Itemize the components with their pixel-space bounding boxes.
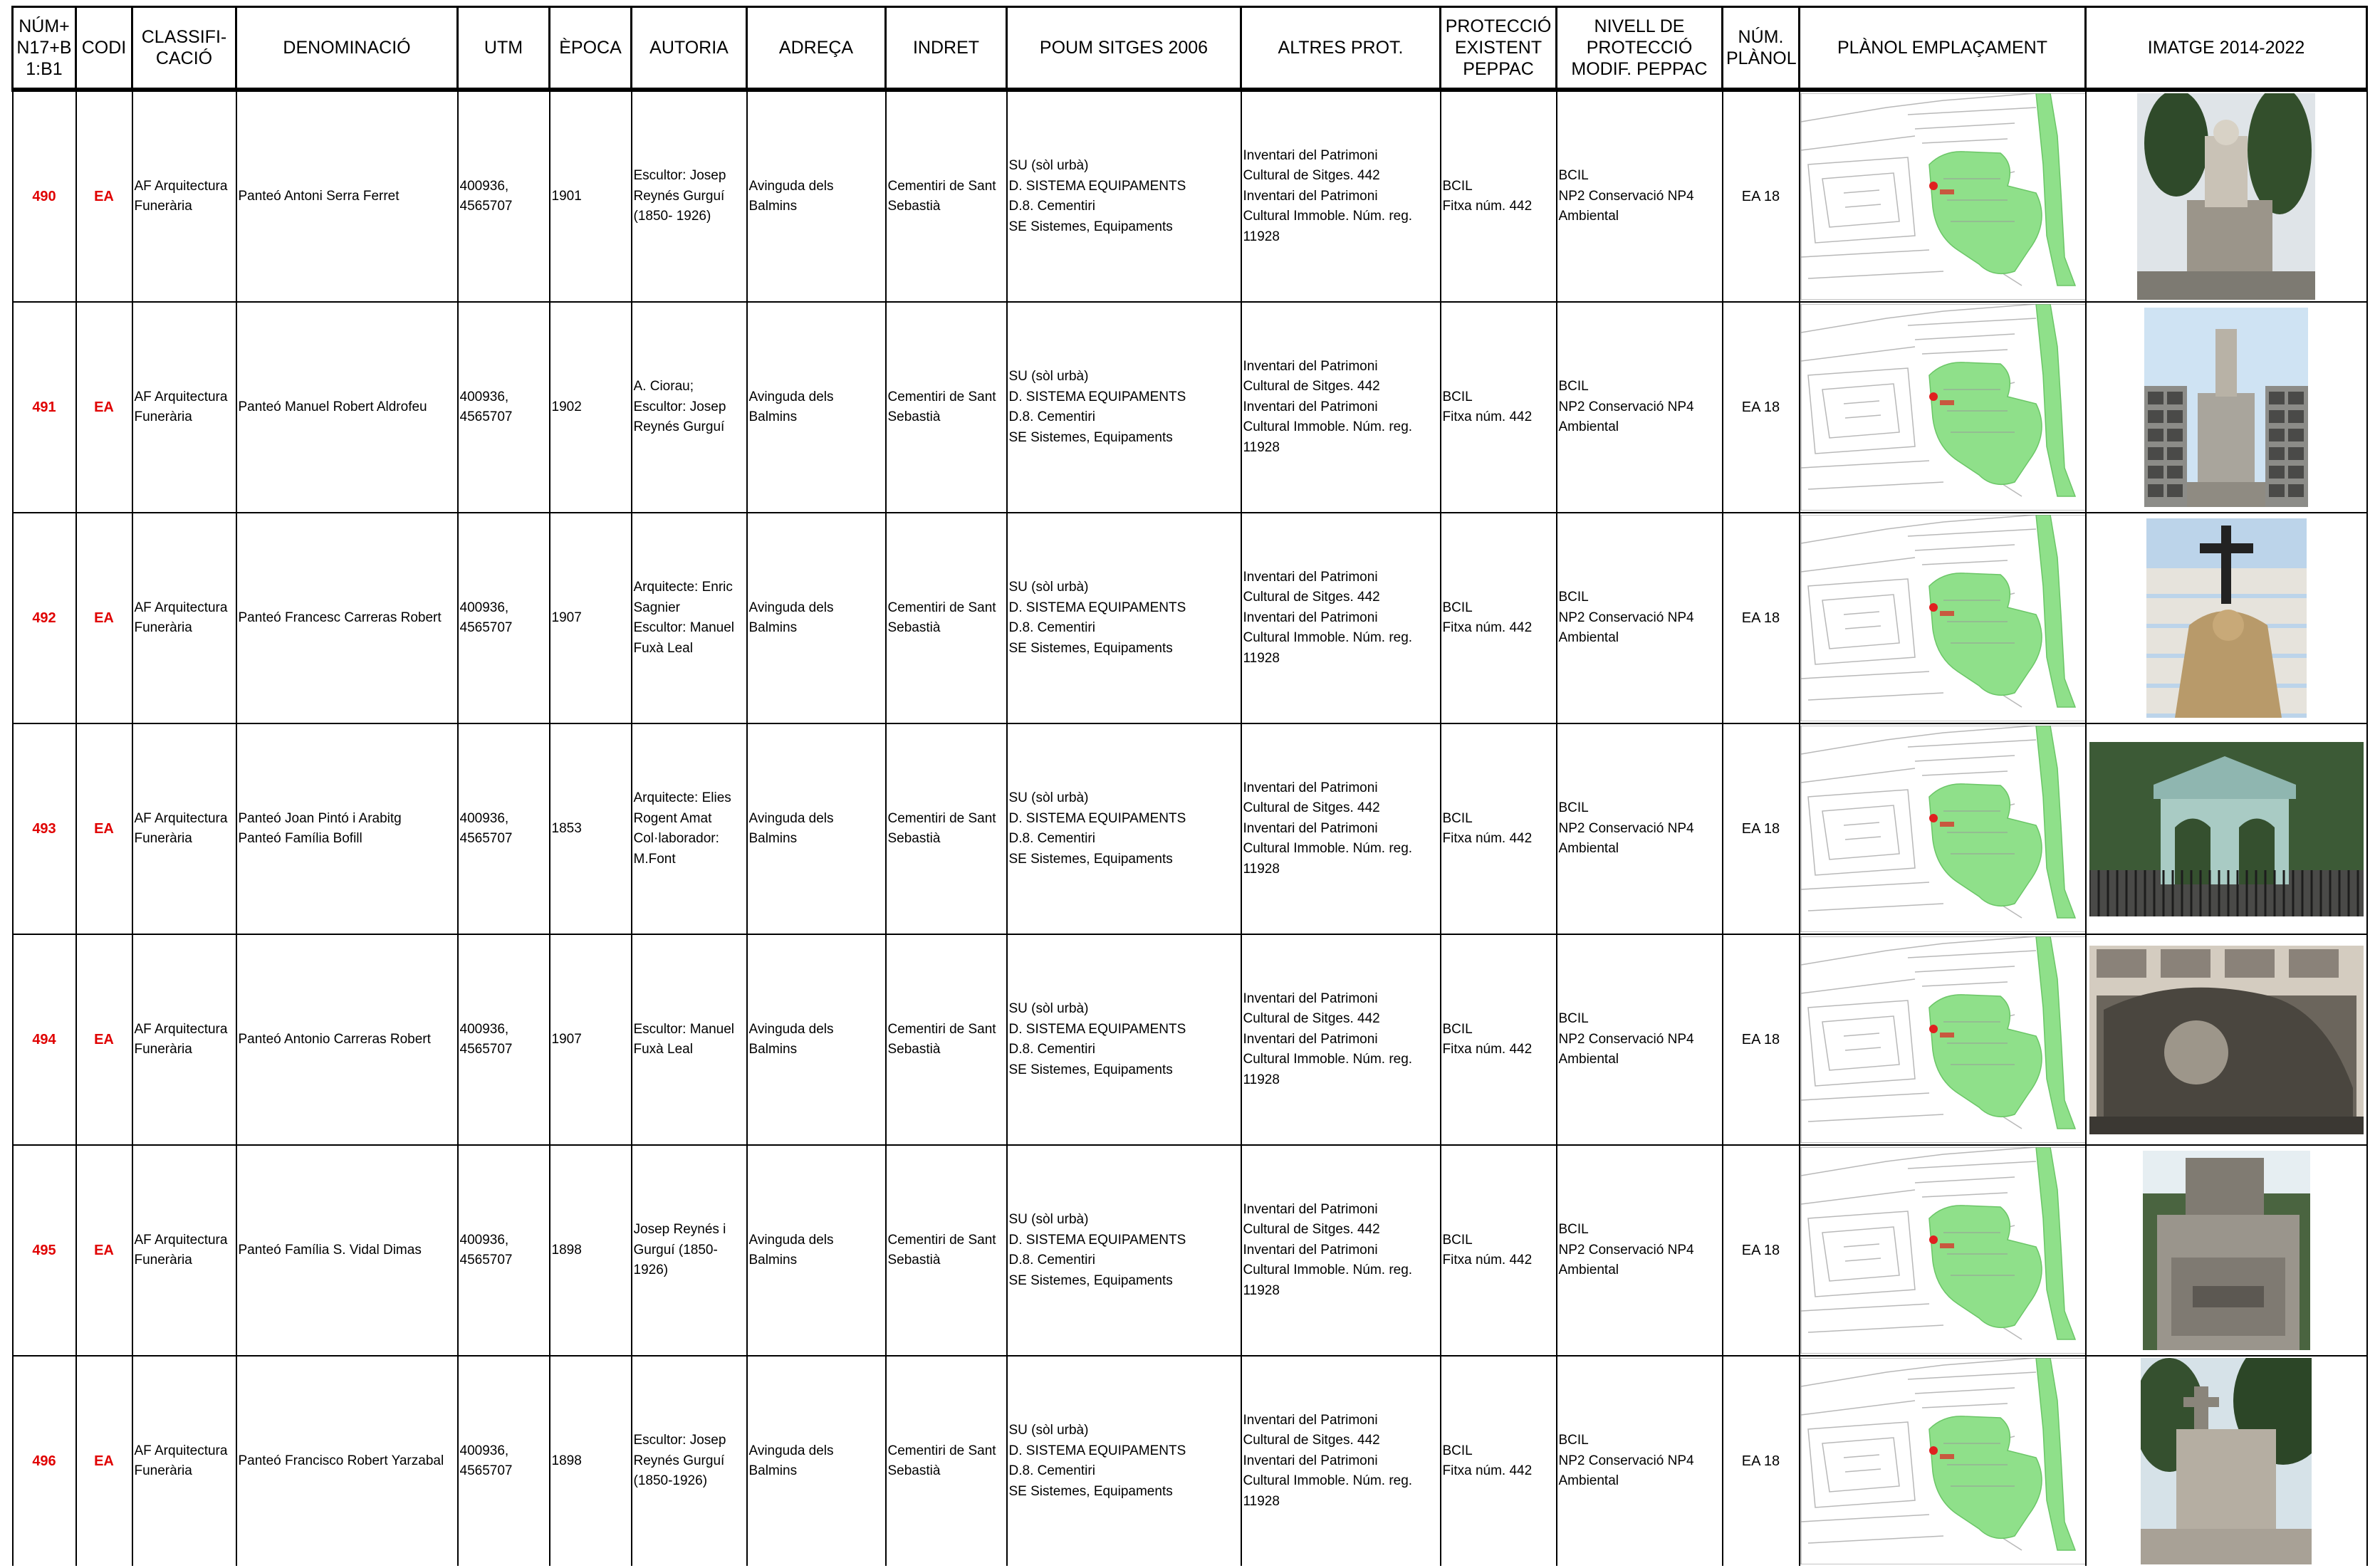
- cell-classificacio: AF Arquitectura Funerària: [132, 302, 236, 513]
- cell-codi: EA: [76, 302, 132, 513]
- photo-frame: [2087, 92, 2366, 301]
- cell-imatge: [2086, 1145, 2367, 1356]
- cell-adreca: Avinguda dels Balmins: [747, 934, 886, 1145]
- pantheon-statue-cypress-photo: [2137, 93, 2315, 300]
- table-row: [13, 513, 2367, 723]
- cell-planol-emplacament: [1800, 1145, 2086, 1356]
- cell-classificacio: AF Arquitectura Funerària: [132, 90, 236, 302]
- cell-epoca: 1907: [550, 934, 632, 1145]
- cell-utm: 400936, 4565707: [458, 1356, 550, 1566]
- cell-nivell: BCIL NP2 Conservació NP4 Ambiental: [1557, 1145, 1723, 1356]
- cell-codi: EA: [76, 513, 132, 723]
- cell-planol-emplacament: [1800, 90, 2086, 302]
- cell-indret: Cementiri de Sant Sebastià: [886, 90, 1007, 302]
- photo-frame: [2087, 513, 2366, 723]
- cell-denominacio: Panteó Família S. Vidal Dimas: [236, 1145, 458, 1356]
- location-map-icon: [1800, 304, 2086, 511]
- cell-denominacio: Panteó Antonio Carreras Robert: [236, 934, 458, 1145]
- cell-codi: EA: [76, 1356, 132, 1566]
- cell-autoria: Escultor: Josep Reynés Gurguí (1850-1926): [632, 1356, 747, 1566]
- header-utm: UTM: [458, 7, 550, 90]
- table-row: [13, 302, 2367, 513]
- cell-imatge: [2086, 1356, 2367, 1566]
- cell-poum: SU (sòl urbà) D. SISTEMA EQUIPAMENTS D.8. Cementiri SE Sistemes, Equipaments: [1007, 90, 1241, 302]
- heritage-table: [11, 6, 2368, 1566]
- cell-adreca: Avinguda dels Balmins: [747, 302, 886, 513]
- cell-nivell: BCIL NP2 Conservació NP4 Ambiental: [1557, 90, 1723, 302]
- cell-poum: SU (sòl urbà) D. SISTEMA EQUIPAMENTS D.8. Cementiri SE Sistemes, Equipaments: [1007, 1145, 1241, 1356]
- cell-autoria: Arquitecte: Enric Sagnier Escultor: Manuel Fuxà Leal: [632, 513, 747, 723]
- cell-epoca: 1902: [550, 302, 632, 513]
- cell-utm: 400936, 4565707: [458, 1145, 550, 1356]
- photo-frame: [2087, 724, 2366, 934]
- header-row: [13, 7, 2367, 90]
- cell-imatge: [2086, 934, 2367, 1145]
- cell-classificacio: AF Arquitectura Funerària: [132, 1145, 236, 1356]
- cell-num-planol: EA 18: [1723, 1145, 1800, 1356]
- table-row: [13, 723, 2367, 934]
- cell-denominacio: Panteó Francisco Robert Yarzabal: [236, 1356, 458, 1566]
- cell-num-planol: EA 18: [1723, 302, 1800, 513]
- cell-planol-emplacament: [1800, 302, 2086, 513]
- header-epoca: ÈPOCA: [550, 7, 632, 90]
- pantheon-iron-pavilion-photo: [2089, 742, 2364, 916]
- cell-indret: Cementiri de Sant Sebastià: [886, 513, 1007, 723]
- cell-utm: 400936, 4565707: [458, 302, 550, 513]
- header-codi: CODI: [76, 7, 132, 90]
- header-num-planol: NÚM. PLÀNOL: [1723, 7, 1800, 90]
- cell-denominacio: Panteó Francesc Carreras Robert: [236, 513, 458, 723]
- header-autoria: AUTORIA: [632, 7, 747, 90]
- cell-codi: EA: [76, 90, 132, 302]
- pantheon-christ-statue-photo: [2144, 308, 2308, 507]
- cell-altres: Inventari del Patrimoni Cultural de Sitges. 442 Inventari del Patrimoni Cultural Immoble. Núm. reg. 11928: [1241, 723, 1441, 934]
- cell-imatge: [2086, 90, 2367, 302]
- cell-num: 495: [13, 1145, 76, 1356]
- cell-classificacio: AF Arquitectura Funerària: [132, 934, 236, 1145]
- header-proteccio: PROTECCIÓ EXISTENT PEPPAC: [1441, 7, 1557, 90]
- cell-poum: SU (sòl urbà) D. SISTEMA EQUIPAMENTS D.8. Cementiri SE Sistemes, Equipaments: [1007, 934, 1241, 1145]
- cell-epoca: 1898: [550, 1356, 632, 1566]
- photo-frame: [2087, 1146, 2366, 1355]
- pantheon-family-slab-photo: [2143, 1151, 2310, 1350]
- header-nivell: NIVELL DE PROTECCIÓ MODIF. PEPPAC: [1557, 7, 1723, 90]
- cell-num: 491: [13, 302, 76, 513]
- header-imatge: IMATGE 2014-2022: [2086, 7, 2367, 90]
- table-row: [13, 934, 2367, 1145]
- header-adreca: ADREÇA: [747, 7, 886, 90]
- cell-poum: SU (sòl urbà) D. SISTEMA EQUIPAMENTS D.8. Cementiri SE Sistemes, Equipaments: [1007, 302, 1241, 513]
- cell-proteccio: BCIL Fitxa núm. 442: [1441, 934, 1557, 1145]
- photo-frame: [2087, 303, 2366, 512]
- location-map-icon: [1800, 93, 2086, 300]
- cell-imatge: [2086, 723, 2367, 934]
- cell-epoca: 1853: [550, 723, 632, 934]
- cell-epoca: 1901: [550, 90, 632, 302]
- location-map-icon: [1800, 1147, 2086, 1354]
- cell-altres: Inventari del Patrimoni Cultural de Sitges. 442 Inventari del Patrimoni Cultural Immoble. Núm. reg. 11928: [1241, 302, 1441, 513]
- cell-proteccio: BCIL Fitxa núm. 442: [1441, 302, 1557, 513]
- cell-denominacio: Panteó Manuel Robert Aldrofeu: [236, 302, 458, 513]
- cell-autoria: Escultor: Josep Reynés Gurguí (1850- 1926): [632, 90, 747, 302]
- cell-nivell: BCIL NP2 Conservació NP4 Ambiental: [1557, 934, 1723, 1145]
- cell-indret: Cementiri de Sant Sebastià: [886, 1145, 1007, 1356]
- cell-indret: Cementiri de Sant Sebastià: [886, 1356, 1007, 1566]
- cell-nivell: BCIL NP2 Conservació NP4 Ambiental: [1557, 513, 1723, 723]
- cell-denominacio: Panteó Joan Pintó i Arabitg Panteó Família Bofill: [236, 723, 458, 934]
- cell-imatge: [2086, 513, 2367, 723]
- cell-autoria: Arquitecte: Elies Rogent Amat Col·laborador: M.Font: [632, 723, 747, 934]
- cell-codi: EA: [76, 723, 132, 934]
- cell-proteccio: BCIL Fitxa núm. 442: [1441, 513, 1557, 723]
- cell-utm: 400936, 4565707: [458, 934, 550, 1145]
- cell-num: 496: [13, 1356, 76, 1566]
- cell-poum: SU (sòl urbà) D. SISTEMA EQUIPAMENTS D.8. Cementiri SE Sistemes, Equipaments: [1007, 723, 1241, 934]
- cell-epoca: 1898: [550, 1145, 632, 1356]
- cell-utm: 400936, 4565707: [458, 723, 550, 934]
- photo-frame: [2087, 1357, 2366, 1566]
- cell-utm: 400936, 4565707: [458, 90, 550, 302]
- header-indret: INDRET: [886, 7, 1007, 90]
- header-classificacio: CLASSIFI- CACIÓ: [132, 7, 236, 90]
- cell-num: 490: [13, 90, 76, 302]
- cell-adreca: Avinguda dels Balmins: [747, 513, 886, 723]
- cell-num: 493: [13, 723, 76, 934]
- cell-planol-emplacament: [1800, 513, 2086, 723]
- table-row: [13, 1145, 2367, 1356]
- cell-altres: Inventari del Patrimoni Cultural de Sitges. 442 Inventari del Patrimoni Cultural Immoble. Núm. reg. 11928: [1241, 1145, 1441, 1356]
- cell-classificacio: AF Arquitectura Funerària: [132, 723, 236, 934]
- header-poum: POUM SITGES 2006: [1007, 7, 1241, 90]
- cell-autoria: Josep Reynés i Gurguí (1850- 1926): [632, 1145, 747, 1356]
- cell-adreca: Avinguda dels Balmins: [747, 723, 886, 934]
- heritage-catalogue-sheet: [11, 6, 2366, 1568]
- cell-planol-emplacament: [1800, 1356, 2086, 1566]
- header-planol: PLÀNOL EMPLAÇAMENT: [1800, 7, 2086, 90]
- cell-num: 494: [13, 934, 76, 1145]
- location-map-icon: [1800, 1358, 2086, 1564]
- cell-utm: 400936, 4565707: [458, 513, 550, 723]
- cell-proteccio: BCIL Fitxa núm. 442: [1441, 1145, 1557, 1356]
- cell-proteccio: BCIL Fitxa núm. 442: [1441, 723, 1557, 934]
- table-row: [13, 90, 2367, 302]
- cell-indret: Cementiri de Sant Sebastià: [886, 302, 1007, 513]
- cell-adreca: Avinguda dels Balmins: [747, 1145, 886, 1356]
- cell-nivell: BCIL NP2 Conservació NP4 Ambiental: [1557, 723, 1723, 934]
- pantheon-draped-tomb-photo: [2089, 946, 2364, 1134]
- cell-denominacio: Panteó Antoni Serra Ferret: [236, 90, 458, 302]
- cell-num-planol: EA 18: [1723, 90, 1800, 302]
- cell-classificacio: AF Arquitectura Funerària: [132, 513, 236, 723]
- cell-nivell: BCIL NP2 Conservació NP4 Ambiental: [1557, 1356, 1723, 1566]
- cell-altres: Inventari del Patrimoni Cultural de Sitges. 442 Inventari del Patrimoni Cultural Immoble. Núm. reg. 11928: [1241, 90, 1441, 302]
- cell-proteccio: BCIL Fitxa núm. 442: [1441, 90, 1557, 302]
- cell-codi: EA: [76, 934, 132, 1145]
- location-map-icon: [1800, 726, 2086, 932]
- cell-adreca: Avinguda dels Balmins: [747, 1356, 886, 1566]
- cell-indret: Cementiri de Sant Sebastià: [886, 934, 1007, 1145]
- header-num: NÚM+ N17+B 1:B1: [13, 7, 76, 90]
- cell-poum: SU (sòl urbà) D. SISTEMA EQUIPAMENTS D.8. Cementiri SE Sistemes, Equipaments: [1007, 1356, 1241, 1566]
- header-denominacio: DENOMINACIÓ: [236, 7, 458, 90]
- cell-indret: Cementiri de Sant Sebastià: [886, 723, 1007, 934]
- location-map-icon: [1800, 936, 2086, 1143]
- header-altres: ALTRES PROT.: [1241, 7, 1441, 90]
- cell-adreca: Avinguda dels Balmins: [747, 90, 886, 302]
- cell-autoria: A. Ciorau; Escultor: Josep Reynés Gurguí: [632, 302, 747, 513]
- pantheon-stone-cross-photo: [2141, 1358, 2312, 1564]
- pantheon-angel-cross-photo: [2146, 518, 2307, 718]
- cell-planol-emplacament: [1800, 934, 2086, 1145]
- table-row: [13, 1356, 2367, 1566]
- cell-imatge: [2086, 302, 2367, 513]
- cell-classificacio: AF Arquitectura Funerària: [132, 1356, 236, 1566]
- cell-num-planol: EA 18: [1723, 513, 1800, 723]
- cell-altres: Inventari del Patrimoni Cultural de Sitges. 442 Inventari del Patrimoni Cultural Immoble. Núm. reg. 11928: [1241, 1356, 1441, 1566]
- cell-epoca: 1907: [550, 513, 632, 723]
- cell-num-planol: EA 18: [1723, 1356, 1800, 1566]
- cell-poum: SU (sòl urbà) D. SISTEMA EQUIPAMENTS D.8. Cementiri SE Sistemes, Equipaments: [1007, 513, 1241, 723]
- cell-num-planol: EA 18: [1723, 723, 1800, 934]
- cell-num-planol: EA 18: [1723, 934, 1800, 1145]
- cell-nivell: BCIL NP2 Conservació NP4 Ambiental: [1557, 302, 1723, 513]
- cell-altres: Inventari del Patrimoni Cultural de Sitges. 442 Inventari del Patrimoni Cultural Immoble. Núm. reg. 11928: [1241, 513, 1441, 723]
- cell-altres: Inventari del Patrimoni Cultural de Sitges. 442 Inventari del Patrimoni Cultural Immoble. Núm. reg. 11928: [1241, 934, 1441, 1145]
- cell-planol-emplacament: [1800, 723, 2086, 934]
- cell-num: 492: [13, 513, 76, 723]
- cell-codi: EA: [76, 1145, 132, 1356]
- cell-proteccio: BCIL Fitxa núm. 442: [1441, 1356, 1557, 1566]
- location-map-icon: [1800, 515, 2086, 721]
- cell-autoria: Escultor: Manuel Fuxà Leal: [632, 934, 747, 1145]
- photo-frame: [2087, 935, 2366, 1144]
